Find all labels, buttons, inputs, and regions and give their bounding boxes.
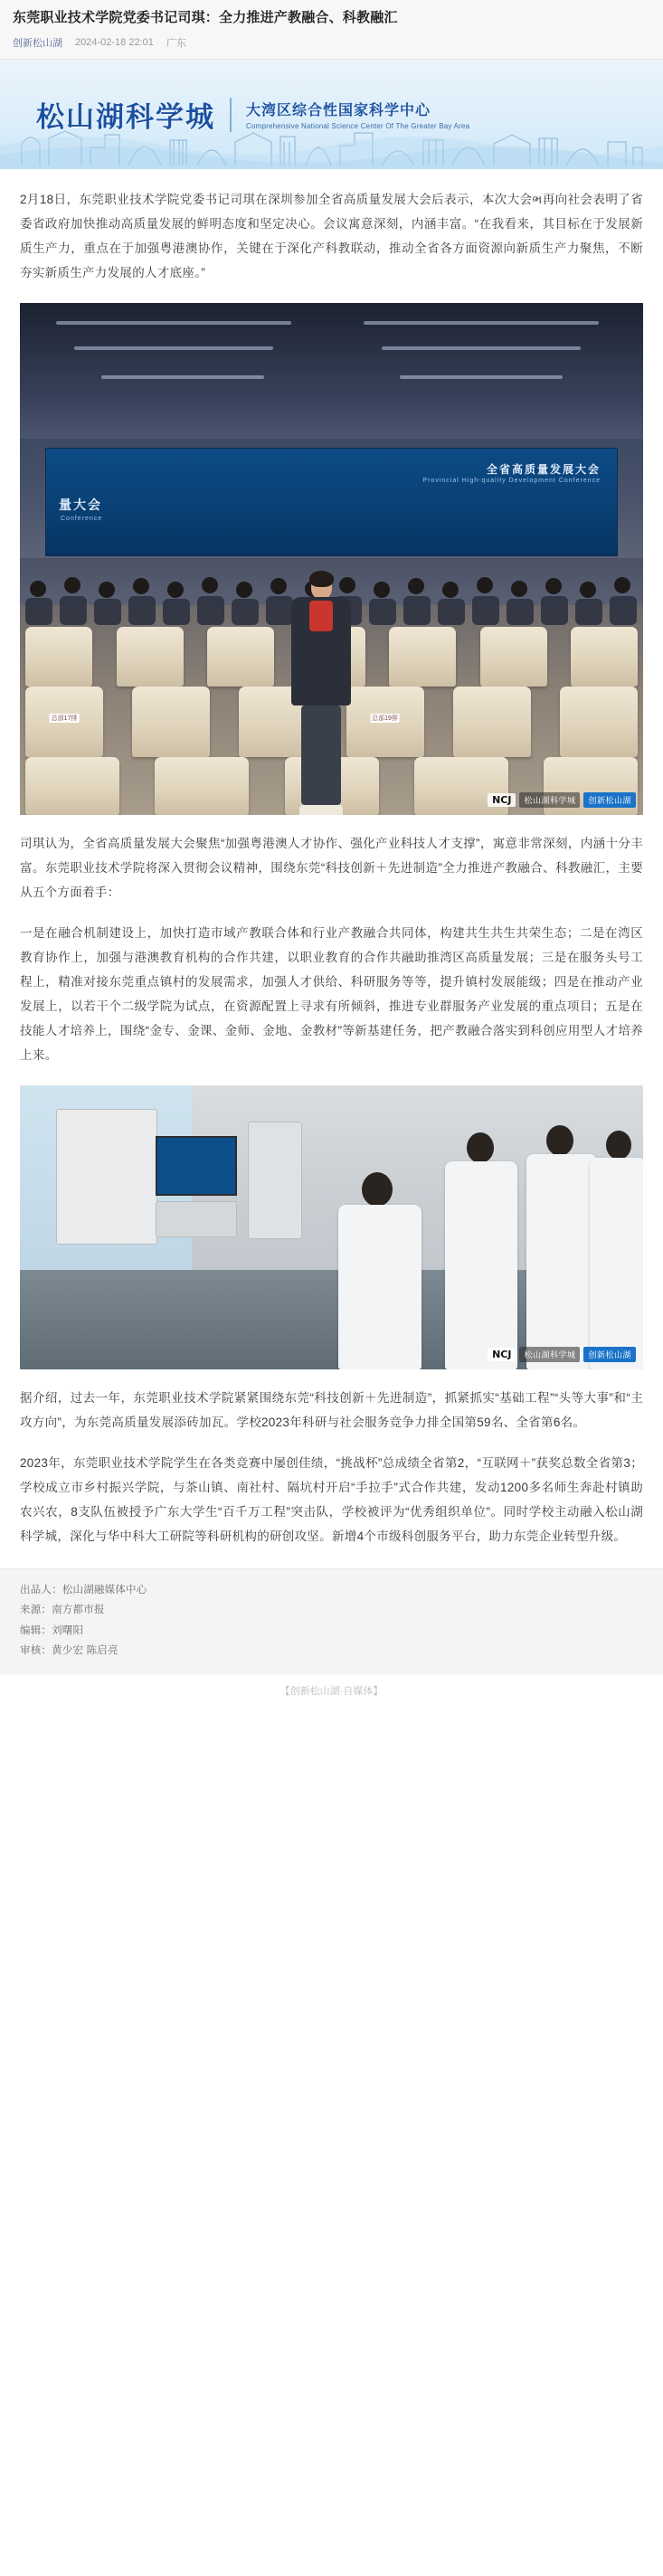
credit-editor-value: 刘曙阳 [52,1624,84,1636]
paragraph: 一是在融合机制建设上，加快打造市域产教联合体和行业产教融合共同体，构建共生共生共荣生态；二是在湾区教育协作上，加强与港澳教育机构的合作共建，以职业教育的合作共融助推湾区高质量发展；三是在服务头号工程上，精准对接东莞重点镇村的发展需求，加强人才供给、科研服务等等，提升镇村发展能级；四是在推动产业发展上，以若干个二级学院为试点，在资源配置上寻求有所倾斜，推进专业群服务产业发展的重点项目；五是在技能人才培养上，围绕“金专、金课、金师、金地、金教材”等新基建任务，把产教融合落实到科创应用型人才培养上来。 [20,926,643,1062]
credit-editor-label: 编辑： [20,1624,52,1636]
banner-divider [230,98,232,132]
photo-watermark [488,1347,636,1362]
watermark-chip-2: 创新松山湖 [583,1347,636,1362]
instrument-display [156,1136,237,1196]
screen-title: 全省高质量发展大会 [486,463,601,476]
watermark-chip-1: 松山湖科学城 [519,792,580,808]
banner-logo-text: 松山湖科学城 [36,101,215,134]
account-name[interactable]: 创新松山湖 [13,38,62,49]
credit-source [20,1580,643,1600]
credit-reviewer-label: 审核： [20,1645,52,1657]
screen-title-left: 量大会 [59,497,102,512]
publish-location: 广东 [166,38,186,49]
paragraph: 2023年，东莞职业技术学院学生在各类竞赛中屡创佳绩，“挑战杯”总成绩全省第2，“互联网＋”获奖总数全省第3；学校成立市乡村振兴学院，与茶山镇、南社村、隔坑村开启“手拉手”式合作共建，发动1200多名师生奔赴村镇助农兴农，8支队伍被授予广东大学生“百千万工程”突击队，学校被评为“优秀组织单位”。同时学校主动融入松山湖科学城，深化与华中科大工研院等科研机构的研创攻坚。新增4个市级科创服务平台，助力东莞企业转型升级。 [20,1456,643,1543]
article-header [0,0,663,60]
page-title: 东莞职业技术学院党委书记司琪：全力推进产教融合、科教融汇 [13,10,398,25]
watermark-chip-1: 松山湖科学城 [519,1347,580,1362]
credit-from [20,1600,643,1620]
credit-reviewer [20,1641,643,1661]
credit-from-value: 南方都市报 [52,1605,105,1616]
paragraph: 司琪认为，全省高质量发展大会聚焦“加强粤港澳人才协作、强化产业科技人才支撑”，寓意非常深刻，内涵十分丰富。东莞职业技术学院将深入贯彻会议精神，围绕东莞“科技创新＋先进制造”全力推进产教融合、科教融汇，主要从五个方面着手： [20,837,643,899]
watermark-badge: NCJ [488,1348,516,1361]
paragraph: 据介绍，过去一年，东莞职业技术学院紧紧围绕东莞“科技创新＋先进制造”，抓紧抓实“基础工程”“头等大事”和“主攻方向”，为东莞高质量发展添砖加瓦。学校2023年科研与社会服务竞争力排全国第59名、全省第6名。 [20,1391,643,1429]
credit-source-label: 出品人： [20,1585,62,1596]
conference-hall-photo [20,303,643,815]
banner-image [0,60,663,169]
laboratory-photo [20,1085,643,1369]
article-meta [13,35,650,50]
watermark-badge: NCJ [488,793,516,807]
banner-subtitle-en: Comprehensive National Science Center Of The Greater Bay Area [246,122,470,130]
person-portrait [291,574,351,815]
publish-timestamp: 2024-02-18 22:01 [75,37,154,48]
paragraph: 2月18日，东莞职业技术学院党委书记司琪在深圳参加全省高质量发展大会后表示，本次大会ભ再向社会表明了省委省政府加快推动高质量发展的鲜明态度和坚定决心。会议寓意深刻，内涵丰富。“在我看来，其目标在于发展新质生产力，重点在于加强粤港澳协作，关键在于深化产科教联动，推动全省各方面资源向新质生产力聚焦，不断夯实新质生产力发展的人才底座。” [20,193,643,279]
watermark-chip-2: 创新松山湖 [583,792,636,808]
lab-scene [20,1085,643,1369]
credits-block [0,1568,663,1674]
screen-title-left-en: Conference [61,516,103,522]
credit-reviewer-value: 黄少宏 陈启亮 [52,1645,118,1657]
student-head [362,1172,393,1207]
student-coat [338,1205,421,1369]
seat-tag: 总部19排 [372,715,398,722]
credit-editor [20,1621,643,1641]
photo-watermark [488,792,636,808]
stage-led-screen [45,448,618,556]
seat-tag: 总部17排 [51,715,78,722]
hall-scene [20,303,643,815]
screen-title-en: Provincial High-quality Development Conference [422,478,601,484]
article-body [0,187,663,1548]
credit-source-value: 松山湖融媒体中心 [62,1585,147,1596]
credit-from-label: 来源： [20,1605,52,1616]
banner-subtitle-cn: 大湾区综合性国家科学中心 [246,103,431,118]
footer-tagline: 【创新松山湖·自媒体】 [279,1685,384,1697]
instrument-rack [56,1109,157,1245]
